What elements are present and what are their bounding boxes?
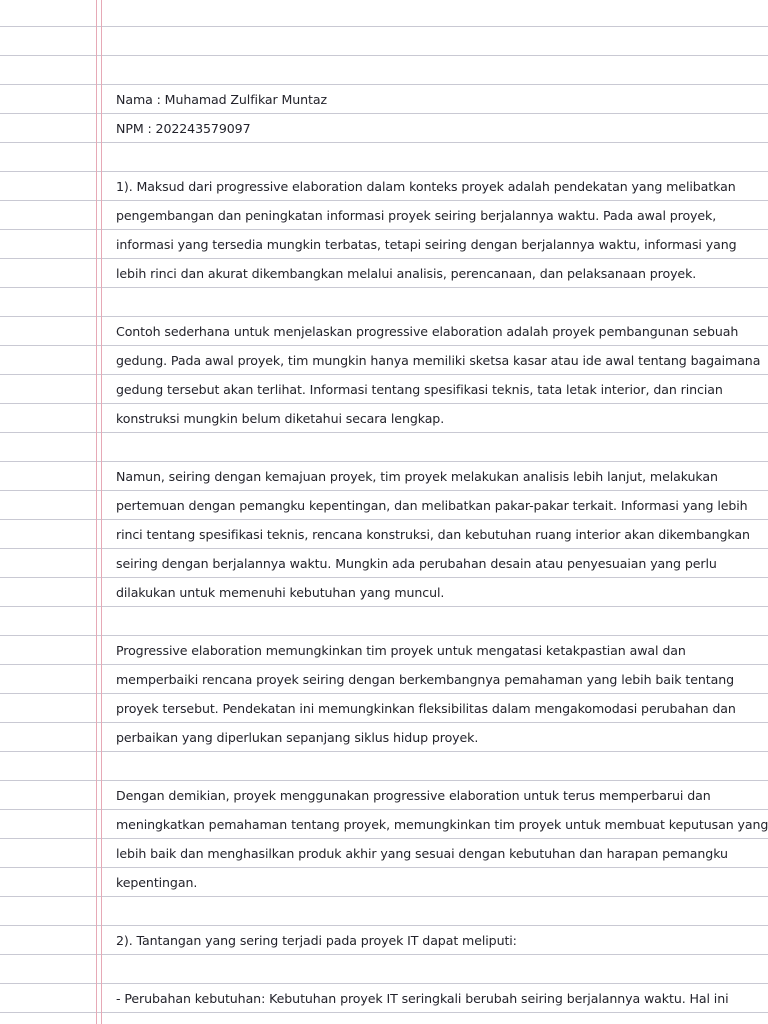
- text-line: lebih rinci dan akurat dikembangkan melalui analisis, perencanaan, dan pelaksanaan proyek.: [116, 266, 697, 281]
- text-line: gedung tersebut akan terlihat. Informasi tentang spesifikasi teknis, tata letak interior, dan rincian: [116, 382, 723, 397]
- question-2-heading: 2). Tantangan yang sering terjadi pada proyek IT dapat meliputi:: [116, 933, 517, 948]
- paragraph-3: [116, 462, 756, 607]
- blank-line: [116, 433, 756, 462]
- list-item: - Perubahan kebutuhan: Kebutuhan proyek IT seringkali berubah seiring berjalannya waktu. Hal ini: [116, 991, 729, 1006]
- handwritten-text: [116, 85, 768, 1013]
- text-line: seiring dengan berjalannya waktu. Mungkin ada perubahan desain atau penyesuaian yang perlu: [116, 556, 717, 571]
- margin-line-left: [96, 0, 97, 1024]
- paragraph-7: [116, 984, 756, 1013]
- text-line: rinci tentang spesifikasi teknis, rencana konstruksi, dan kebutuhan ruang interior akan dikembangkan: [116, 527, 750, 542]
- student-npm: NPM : 202243579097: [116, 121, 251, 136]
- student-name: Nama : Muhamad Zulfikar Muntaz: [116, 92, 328, 107]
- blank-line: [116, 143, 756, 172]
- text-line: pengembangan dan peningkatan informasi proyek seiring berjalannya waktu. Pada awal proyek,: [116, 208, 717, 223]
- blank-line: [116, 897, 756, 926]
- blank-line: [116, 288, 756, 317]
- text-line: dilakukan untuk memenuhi kebutuhan yang muncul.: [116, 585, 445, 600]
- blank-line: [116, 752, 756, 781]
- paragraph-2: [116, 317, 761, 433]
- text-line: proyek tersebut. Pendekatan ini memungkinkan fleksibilitas dalam mengakomodasi perubahan dan: [116, 701, 736, 716]
- text-line: kepentingan.: [116, 875, 198, 890]
- paragraph-1: [116, 172, 756, 288]
- paragraph-5: [116, 781, 768, 897]
- paragraph-4: [116, 636, 756, 752]
- text-line: perbaikan yang diperlukan sepanjang siklus hidup proyek.: [116, 730, 479, 745]
- text-line: Progressive elaboration memungkinkan tim proyek untuk mengatasi ketakpastian awal dan: [116, 643, 686, 658]
- text-line: meningkatkan pemahaman tentang proyek, memungkinkan tim proyek untuk membuat keputusan yang: [116, 817, 768, 832]
- blank-line: [116, 955, 756, 984]
- blank-line: [116, 607, 756, 636]
- text-line: pertemuan dengan pemangku kepentingan, dan melibatkan pakar-pakar terkait. Informasi yang lebih: [116, 498, 748, 513]
- text-line: memperbaiki rencana proyek seiring dengan berkembangnya pemahaman yang lebih baik tentang: [116, 672, 734, 687]
- text-line: Dengan demikian, proyek menggunakan progressive elaboration untuk terus memperbarui dan: [116, 788, 711, 803]
- text-line: Contoh sederhana untuk menjelaskan progressive elaboration adalah proyek pembangunan sebuah: [116, 324, 739, 339]
- text-line: gedung. Pada awal proyek, tim mungkin hanya memiliki sketsa kasar atau ide awal tentang bagaimana: [116, 353, 761, 368]
- text-line: informasi yang tersedia mungkin terbatas, tetapi seiring dengan berjalannya waktu, informasi yang: [116, 237, 737, 252]
- text-line: lebih baik dan menghasilkan produk akhir yang sesuai dengan kebutuhan dan harapan pemangku: [116, 846, 728, 861]
- text-line: 1). Maksud dari progressive elaboration dalam konteks proyek adalah pendekatan yang melibatkan: [116, 179, 736, 194]
- margin-line-right: [101, 0, 102, 1024]
- text-line: konstruksi mungkin belum diketahui secara lengkap.: [116, 411, 445, 426]
- paragraph-6: [116, 926, 756, 955]
- text-line: Namun, seiring dengan kemajuan proyek, tim proyek melakukan analisis lebih lanjut, melakukan: [116, 469, 718, 484]
